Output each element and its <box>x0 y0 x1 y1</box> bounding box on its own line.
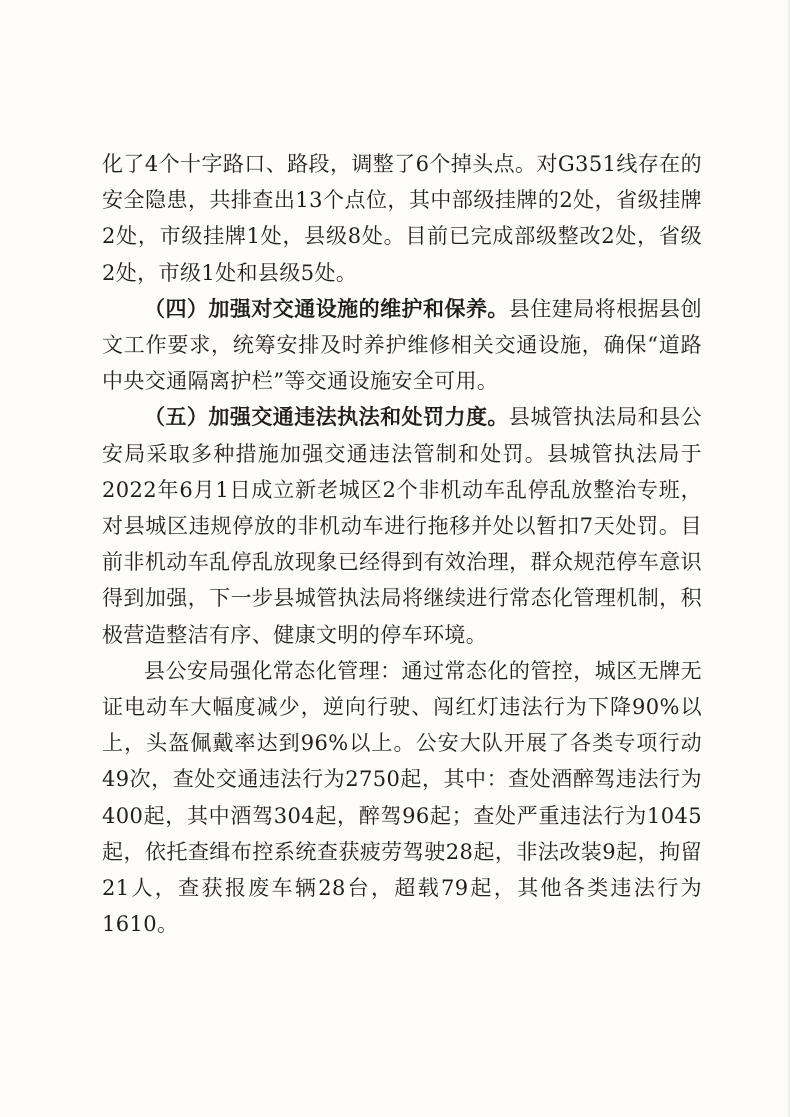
paragraph-facility-maintenance <box>102 291 702 400</box>
paragraph-text: 县公安局强化常态化管理：通过常态化的管控，城区无牌无证电动车大幅度减少，逆向行驶、闯红灯违法行为下降90%以上，头盔佩戴率达到96%以上。公安大队开展了各类专项行动49次，查处交通违法行为2750起，其中：查处酒醉驾违法行为400起，其中酒驾304起，醉驾96起；查处严重违法行为1045起，依托查缉布控系统查获疲劳驾驶28起，非法改装9起，拘留21人，查获报废车辆28台，超载79起，其他各类违法行为1610。 <box>102 658 702 937</box>
paragraph-enforcement <box>102 399 702 652</box>
document-body <box>102 146 702 942</box>
paragraph-continuation <box>102 146 702 291</box>
paragraph-public-security <box>102 653 702 943</box>
paragraph-text: 化了4个十字路口、路段，调整了6个掉头点。对G351线存在的安全隐患，共排查出13个点位，其中部级挂牌的2处，省级挂牌2处，市级挂牌1处，县级8处。目前已完成部级整改2处，省级2处，市级1处和县级5处。 <box>102 152 702 285</box>
section-heading-four: （四）加强对交通设施的维护和保养。 <box>144 295 509 321</box>
section-heading-five: （五）加强交通违法执法和处罚力度。 <box>144 404 509 430</box>
paragraph-text: 县住建局将根据县创文工作要求，统筹安排及时养护维修相关交通设施，确保“道路中央交通隔离护栏”等交通设施安全可用。 <box>102 296 702 394</box>
paragraph-text: 县城管执法局和县公安局采取多种措施加强交通违法管制和处罚。县城管执法局于2022年6月1日成立新老城区2个非机动车乱停乱放整治专班，对县城区违规停放的非机动车进行拖移并处以暂扣7天处罚。目前非机动车乱停乱放现象已经得到有效治理，群众规范停车意识得到加强，下一步县城管执法局将继续进行常态化管理机制，积极营造整洁有序、健康文明的停车环境。 <box>102 405 702 647</box>
